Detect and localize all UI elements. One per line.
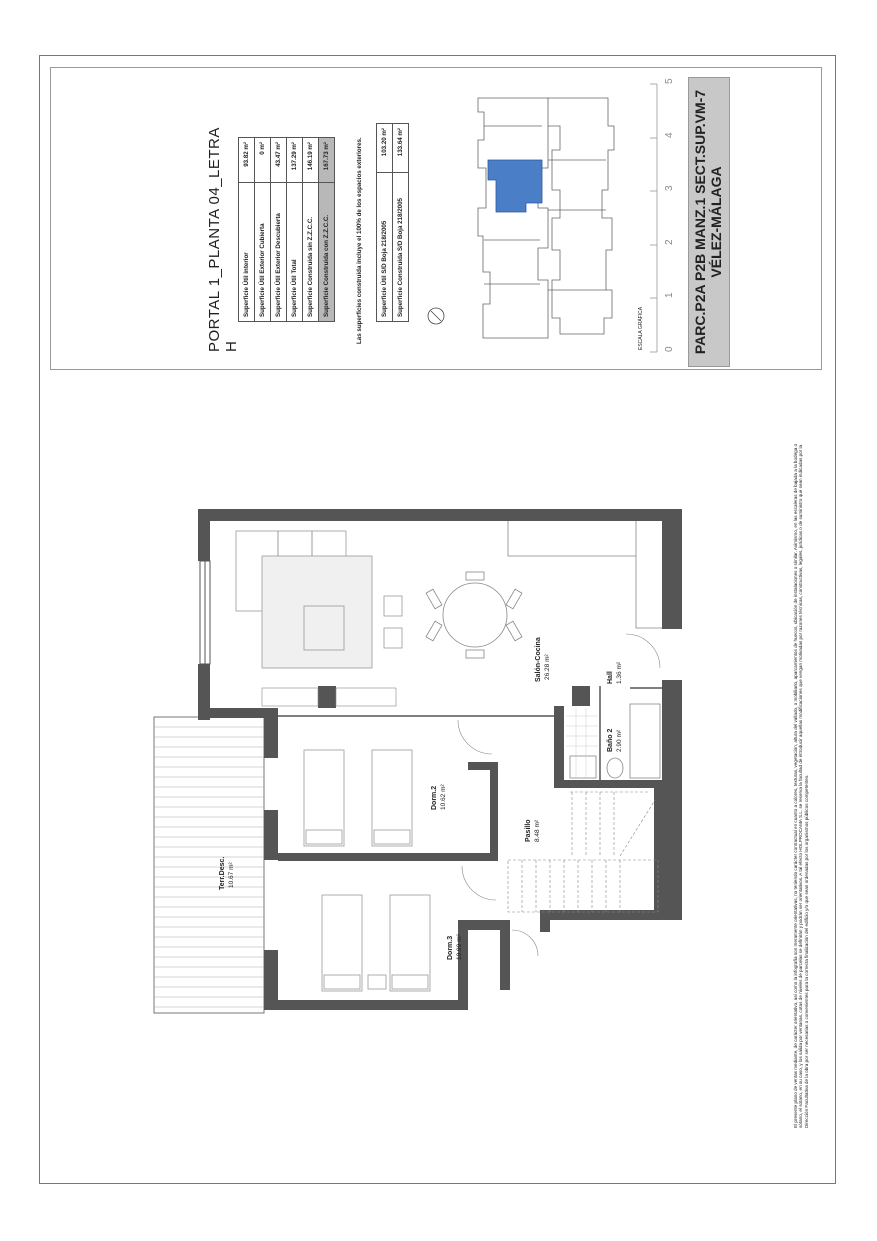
scale-ticks bbox=[664, 78, 675, 352]
scale-tick: 0 bbox=[664, 346, 675, 352]
room-name-dorm3: Dorm.3 bbox=[447, 935, 454, 960]
room-area-terraza: 10.67 m² bbox=[228, 862, 235, 888]
highlighted-unit bbox=[488, 160, 542, 212]
room-name-dorm2: Dorm.2 bbox=[431, 785, 438, 810]
surfaces-note: Las superficies construida incluye el 100% de los espacios exteriores. bbox=[356, 137, 363, 344]
graphic-scale bbox=[650, 84, 657, 352]
table-row: Superficie Construida sin Z.Z.C.C. 146.19 m² bbox=[303, 138, 319, 322]
project-line2: VÉLEZ-MÁLAGA bbox=[708, 166, 724, 278]
dining-table bbox=[426, 572, 522, 658]
terrace bbox=[154, 717, 264, 1013]
door-swings bbox=[458, 634, 660, 956]
living-furniture bbox=[236, 531, 402, 668]
room-area-hall: 1.36 m² bbox=[616, 661, 623, 684]
room-area-dorm3: 10.99 m² bbox=[456, 934, 463, 960]
table-row: Superficie Construida S/D Boja 218/2005 133.64 m² bbox=[393, 124, 409, 322]
room-area-pasillo: 8.48 m² bbox=[534, 819, 541, 842]
project-line1: PARC.P2A P2B MANZ.1 SECT.SUP.VM-7 bbox=[692, 89, 708, 355]
room-name-pasillo: Pasillo bbox=[525, 819, 532, 842]
table-row: Superficie Útil Exterior Descubierta 43.47 m² bbox=[271, 138, 287, 322]
key-plan bbox=[478, 98, 614, 338]
beds-dorm2 bbox=[304, 750, 412, 846]
disclaimer: El presente plano de ventas mediante, de carácter orientativo, así como la infografía son meramente orientativas, no teniendo carácter contractual en cuanto a colores, texturas, vegetación, altura del vallado, o mobiliario, aparcamientos de huecos, ubicación de instalaciones o similar. Asimismo, en las escaleras de bajada a la bodega o sótano, el sótano, en su caso, y los salida por ventanas, cotas de niveles de parcelas se definirán y podrán ser orientativos. A tal efecto HOLPROCAMA S.L. se reserva la facultad de introducir aquellas modificaciones que vengan motivadas por razones técnicas, constructivas, legales, jurídicas o de suministro que sean indicadas por la Dirección Facultativa de la obra por ser necesarias o convenientes para la correcta finalización del edificio y/o que sean ordenadas por los organismos públicos competentes. bbox=[793, 443, 809, 1128]
room-area-bano2: 2.90 m² bbox=[616, 729, 623, 752]
room-name-terraza: Terr.Desc. bbox=[219, 856, 226, 890]
scale-tick: 5 bbox=[664, 78, 675, 84]
table-row: Superficie Útil S/D Boja 218/2005 103.20 m² bbox=[377, 124, 393, 322]
north-compass-icon bbox=[428, 308, 444, 324]
stairs bbox=[508, 792, 658, 912]
beds-dorm3 bbox=[322, 895, 430, 991]
table-row: Superficie Útil Exterior Cubierta 0 m² bbox=[255, 138, 271, 322]
scale-label: ESCALA GRÁFICA bbox=[638, 306, 644, 350]
table-row: Superficie Útil interior 93.82 m² bbox=[239, 138, 255, 322]
scale-tick: 2 bbox=[664, 239, 675, 245]
room-name-hall: Hall bbox=[607, 671, 614, 684]
kitchen-counter bbox=[508, 521, 662, 628]
scale-tick: 1 bbox=[664, 292, 675, 298]
room-area-dorm2: 10.62 m² bbox=[440, 784, 447, 810]
table-row: Superficie Útil Total 137.29 m² bbox=[287, 138, 303, 322]
room-name-salon: Salón-Cocina bbox=[535, 637, 542, 682]
table-row: Superficie Construida con Z.Z.C.C. 167.73 m² bbox=[319, 138, 335, 322]
page-title: PORTAL 1_PLANTA 04_LETRA H bbox=[206, 127, 240, 352]
scale-tick: 3 bbox=[664, 185, 675, 191]
scale-tick: 4 bbox=[664, 132, 675, 138]
room-area-salon: 26.28 m² bbox=[544, 654, 551, 680]
window-left bbox=[200, 561, 210, 664]
room-name-bano2: Baño 2 bbox=[607, 728, 614, 752]
